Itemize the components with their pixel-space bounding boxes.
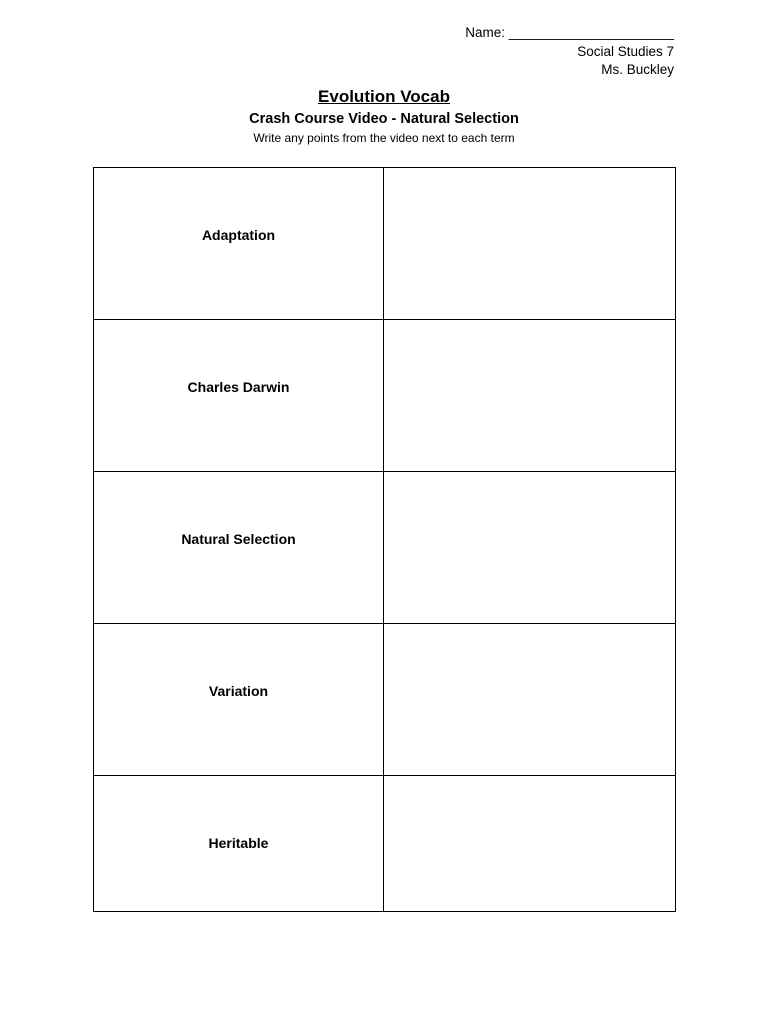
term-label: Variation [208, 682, 269, 699]
term-cell [94, 320, 384, 472]
course-name: Social Studies 7 [577, 43, 674, 59]
term-cell [94, 624, 384, 776]
table-row [94, 624, 676, 776]
term-cell [94, 776, 384, 912]
table-row [94, 320, 676, 472]
term-label: Charles Darwin [187, 378, 290, 395]
notes-cell [384, 776, 676, 912]
page-title: Evolution Vocab [318, 87, 450, 106]
page-subtitle: Crash Course Video - Natural Selection [249, 111, 519, 127]
term-label: Natural Selection [181, 530, 296, 547]
term-cell [94, 168, 384, 320]
instructions: Write any points from the video next to each term [253, 131, 515, 145]
notes-cell [384, 320, 676, 472]
table-row [94, 472, 676, 624]
term-label: Adaptation [201, 226, 276, 243]
notes-cell [384, 168, 676, 320]
table-row [94, 168, 676, 320]
term-cell [94, 472, 384, 624]
name-line: Name: ______________________ [465, 25, 674, 40]
term-label: Heritable [208, 834, 269, 851]
vocab-table [93, 167, 676, 912]
header-info [465, 24, 674, 80]
notes-cell [384, 624, 676, 776]
notes-cell [384, 472, 676, 624]
table-row [94, 776, 676, 912]
title-block [0, 86, 768, 146]
teacher-name: Ms. Buckley [601, 62, 674, 77]
